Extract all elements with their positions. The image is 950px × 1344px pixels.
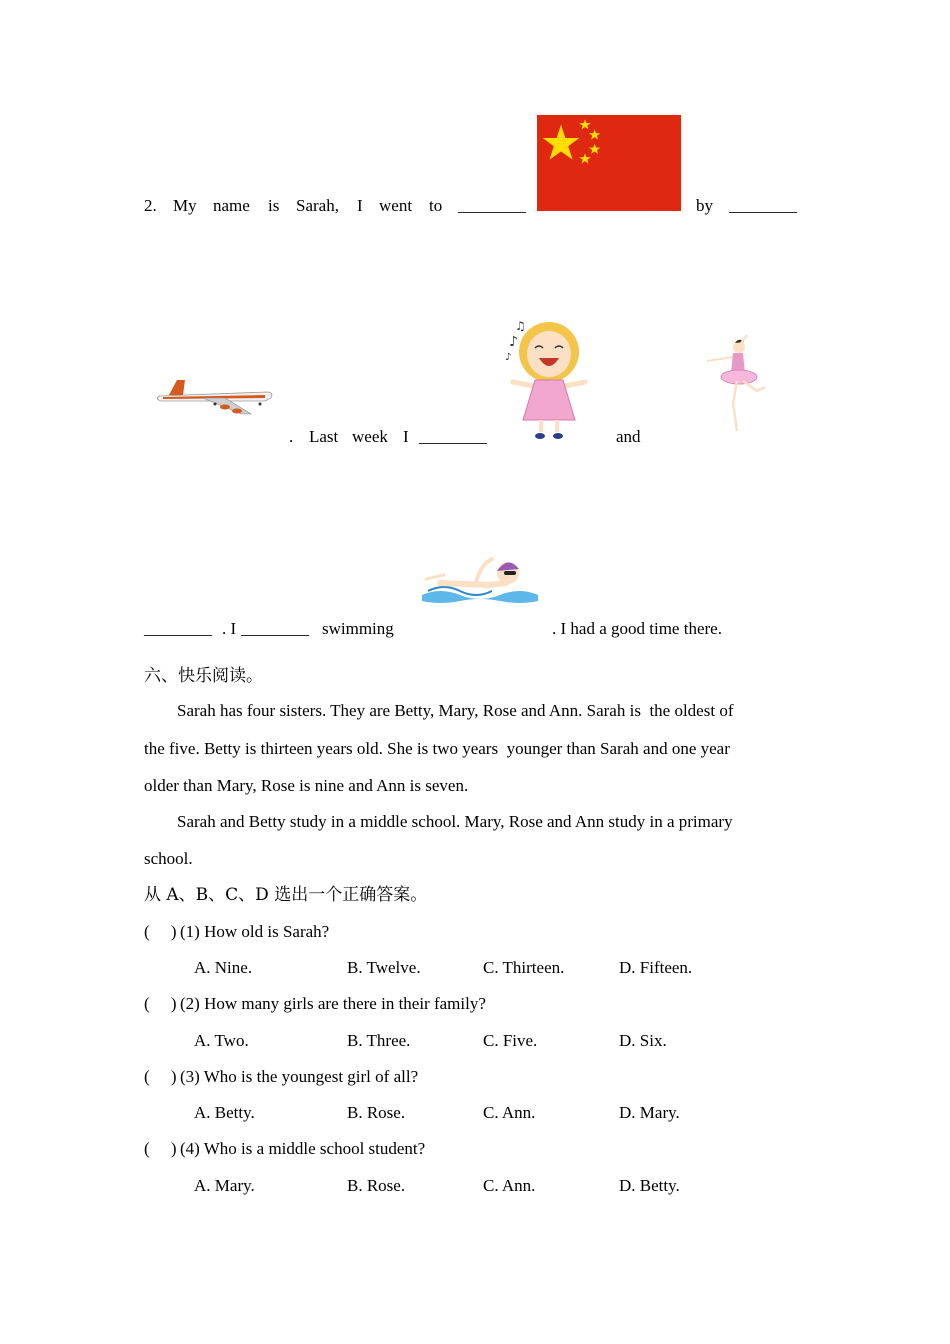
q2-dot: . [289, 427, 294, 446]
option-b[interactable]: B. Twelve. [347, 958, 421, 977]
q2-word-my: My [173, 196, 197, 215]
q2-word-to: to [429, 196, 443, 215]
q2-word-last: Last [309, 427, 339, 446]
dancer-leg-standing [733, 381, 737, 431]
option-c[interactable]: C. Ann. [483, 1176, 536, 1195]
dancer-arm-side [707, 357, 733, 361]
swimmer-arm [476, 559, 492, 583]
music-note-icon: ♪ [505, 352, 512, 363]
passage-p2-line1: Sarah and Betty study in a middle school. Mary, Rose and Ann study in a primary [177, 812, 733, 831]
dancer-head [733, 341, 745, 353]
option-b[interactable]: B. Three. [347, 1031, 411, 1050]
question-text: (4) Who is a middle school student? [180, 1139, 426, 1158]
q2-blank-transport[interactable]: ________ [729, 196, 797, 215]
q2-word-sarah: Sarah, [296, 196, 339, 215]
option-d[interactable]: D. Betty. [619, 1176, 680, 1195]
answer-bracket[interactable]: ( ) [144, 994, 177, 1013]
option-b[interactable]: B. Rose. [347, 1176, 406, 1195]
answer-bracket[interactable]: ( ) [144, 1139, 177, 1158]
option-a[interactable]: A. Two. [194, 1031, 249, 1050]
section6-title: 六、快乐阅读。 [144, 666, 263, 686]
q2-sep-i: . I [222, 619, 237, 638]
music-note-icon: ♪ [509, 334, 518, 350]
swimmer-body [440, 583, 506, 585]
answer-bracket[interactable]: ( ) [144, 922, 177, 941]
tail-fin [169, 380, 185, 395]
option-a[interactable]: A. Nine. [194, 958, 253, 977]
q2-blank-activity2[interactable]: ________ [144, 619, 212, 638]
shoe [535, 433, 545, 439]
wheel [259, 403, 262, 406]
passage-p2-line2: school. [144, 849, 193, 868]
question-text: (2) How many girls are there in their family? [180, 994, 486, 1013]
flag-field [537, 115, 681, 211]
option-c[interactable]: C. Thirteen. [483, 958, 565, 977]
answer-bracket[interactable]: ( ) [144, 1067, 177, 1086]
q2-word-went: went [379, 196, 413, 215]
q2-word-week: week [352, 427, 388, 446]
instruction: 从 A、B、C、D 选出一个正确答案。 [144, 885, 428, 905]
question-text: (1) How old is Sarah? [180, 922, 330, 941]
q2-number: 2. [144, 196, 157, 215]
dancer-arm-up [741, 335, 747, 343]
q2-word-name: name [213, 196, 250, 215]
option-a[interactable]: A. Mary. [194, 1176, 255, 1195]
face [527, 331, 571, 377]
engine [220, 405, 230, 410]
q2-word-is: is [268, 196, 280, 215]
q2-blank-activity1[interactable]: ________ [419, 427, 487, 446]
option-b[interactable]: B. Rose. [347, 1103, 406, 1122]
question-text: (3) Who is the youngest girl of all? [180, 1067, 419, 1086]
singing-girl-image [503, 312, 593, 442]
option-d[interactable]: D. Mary. [619, 1103, 680, 1122]
music-note-icon: ♫ [515, 319, 526, 333]
airplane-image [155, 374, 275, 418]
tutu [721, 370, 757, 384]
wheel [214, 403, 217, 406]
option-c[interactable]: C. Ann. [483, 1103, 536, 1122]
option-a[interactable]: A. Betty. [194, 1103, 255, 1122]
q2-word-swimming: swimming [322, 619, 394, 638]
q2-blank-place[interactable]: ________ [458, 196, 526, 215]
engine [232, 409, 242, 414]
q2-word-by: by [696, 196, 713, 215]
ballet-dancer-image [693, 333, 769, 437]
q2-blank-verb[interactable]: ________ [241, 619, 309, 638]
china-flag-image [535, 115, 683, 211]
shoe [553, 433, 563, 439]
passage-p1-line1: Sarah has four sisters. They are Betty, Mary, Rose and Ann. Sarah is the oldest of [177, 701, 734, 720]
q2-word-i2: I [403, 427, 409, 446]
swimmer-image [420, 553, 540, 605]
swimmer-legs [426, 575, 444, 579]
q2-ending: . I had a good time there. [552, 619, 722, 638]
goggles [504, 571, 516, 575]
passage-p1-line2: the five. Betty is thirteen years old. She is two years younger than Sarah and one year [144, 739, 730, 758]
passage-p1-line3: older than Mary, Rose is nine and Ann is seven. [144, 776, 469, 795]
q2-word-and: and [616, 427, 641, 446]
option-c[interactable]: C. Five. [483, 1031, 538, 1050]
option-d[interactable]: D. Six. [619, 1031, 667, 1050]
q2-word-i: I [357, 196, 363, 215]
dancer-leg-raised [743, 381, 765, 391]
water [422, 591, 538, 603]
option-d[interactable]: D. Fifteen. [619, 958, 693, 977]
